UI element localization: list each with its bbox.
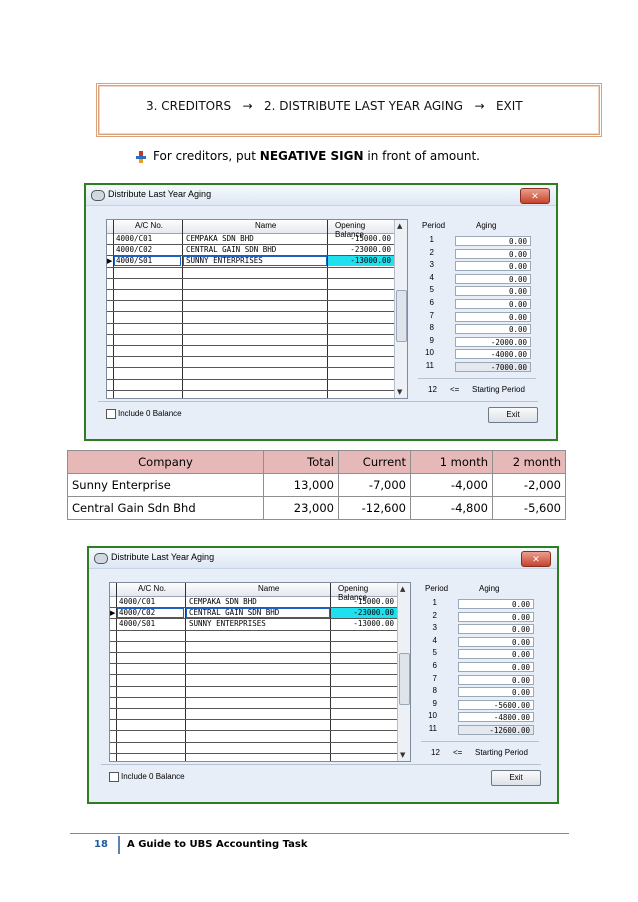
cell-name[interactable]: SUNNY ENTERPRISES <box>189 619 266 629</box>
period-number: 5 <box>429 285 434 295</box>
distribute-aging-window <box>86 185 556 439</box>
grid-row-line <box>110 652 398 653</box>
header-opening-balance: Opening Balance <box>338 584 369 602</box>
period-number: 4 <box>429 272 434 282</box>
cell-ac-no[interactable]: 4000/C01 <box>116 234 153 243</box>
note-text-end: in front of amount. <box>363 149 480 163</box>
cell-name[interactable]: CEMPAKA SDN BHD <box>186 234 254 243</box>
grid-row-line <box>107 278 395 279</box>
grid-row-line <box>107 390 395 391</box>
bullet-icon <box>136 151 146 163</box>
cell-2-month: -2,000 <box>493 474 566 497</box>
banner-exit: EXIT <box>495 99 523 113</box>
cell-ac-no[interactable]: 4000/S01 <box>116 256 153 266</box>
cell-name[interactable]: CEMPAKA SDN BHD <box>189 597 257 606</box>
grid-row-line <box>107 345 395 346</box>
period-number: 4 <box>432 635 437 645</box>
note-text: For creditors, put <box>153 149 260 163</box>
period-number: 1 <box>432 598 437 607</box>
close-button[interactable]: ✕ <box>521 551 551 567</box>
row-pointer-icon: ▶ <box>110 609 116 618</box>
period-number: 8 <box>429 323 434 333</box>
grid-column-line <box>182 220 183 398</box>
account-grid[interactable] <box>106 219 408 399</box>
starting-period-label: Starting Period <box>475 748 528 757</box>
grid-row-line <box>110 630 398 631</box>
cell-current: -7,000 <box>339 474 411 497</box>
starting-period-arrow: <= <box>453 748 463 757</box>
aging-input[interactable]: -7000.00 <box>455 362 531 372</box>
scroll-down-icon[interactable]: ▼ <box>397 388 403 396</box>
table-row <box>68 497 566 520</box>
scroll-down-icon[interactable]: ▼ <box>400 751 406 759</box>
grid-row-line <box>110 708 398 709</box>
table-header-row <box>68 451 566 474</box>
creditor-note <box>153 149 480 163</box>
cell-opening-balance[interactable]: -15000.00 <box>353 597 394 606</box>
cell-ac-no[interactable]: 4000/S01 <box>119 619 156 629</box>
row-pointer-icon: ▶ <box>107 257 113 266</box>
arrow-icon: → <box>242 99 253 113</box>
starting-period-number: 12 <box>431 748 440 757</box>
window-titlebar <box>89 548 557 569</box>
arrow-icon: → <box>474 99 485 113</box>
app-icon <box>94 553 108 564</box>
close-button[interactable]: ✕ <box>520 188 550 204</box>
period-number: 7 <box>432 673 437 683</box>
grid-scrollbar[interactable] <box>394 220 407 398</box>
period-number: 6 <box>429 298 434 307</box>
scroll-up-icon[interactable]: ▲ <box>400 585 406 593</box>
scroll-thumb[interactable] <box>399 653 410 705</box>
grid-row-line <box>110 686 398 687</box>
period-number: 11 <box>425 361 434 370</box>
cell-ac-no[interactable]: 4000/C01 <box>119 597 156 606</box>
grid-row-line <box>107 267 395 268</box>
period-header: Period <box>422 221 446 230</box>
aging-input[interactable]: -4800.00 <box>458 712 534 722</box>
aging-input[interactable]: 0.00 <box>455 249 531 259</box>
header-name: Name <box>255 221 277 230</box>
account-grid[interactable] <box>109 582 411 762</box>
cell-name[interactable]: CENTRAL GAIN SDN BHD <box>189 608 280 618</box>
col-2-month: 2 month <box>493 451 566 474</box>
cell-1-month: -4,800 <box>411 497 493 520</box>
window-title: Distribute Last Year Aging <box>111 552 215 562</box>
aging-input[interactable]: 0.00 <box>455 261 531 271</box>
page-number: 18 <box>94 839 108 850</box>
header-name: Name <box>258 584 280 593</box>
include-zero-balance-checkbox[interactable] <box>109 772 119 782</box>
grid-row-line <box>107 311 395 312</box>
cell-name[interactable]: SUNNY ENTERPRISES <box>186 256 263 266</box>
cell-1-month: -4,000 <box>411 474 493 497</box>
grid-row-line <box>107 323 395 324</box>
aging-window-screenshot-1 <box>84 183 558 441</box>
exit-button[interactable]: Exit <box>491 770 541 786</box>
aging-input[interactable]: 0.00 <box>455 312 531 322</box>
cell-ac-no[interactable]: 4000/C02 <box>116 245 153 255</box>
aging-input[interactable]: 0.00 <box>458 662 534 672</box>
aging-input[interactable]: -2000.00 <box>455 337 531 347</box>
period-header: Period <box>425 584 449 593</box>
cell-total: 23,000 <box>264 497 339 520</box>
panel-separator <box>418 378 536 379</box>
grid-row-line <box>110 753 398 754</box>
cell-current: -12,600 <box>339 497 411 520</box>
period-number: 9 <box>432 698 437 708</box>
aging-input[interactable]: 0.00 <box>458 612 534 622</box>
app-icon <box>91 190 105 201</box>
period-number: 6 <box>432 661 437 670</box>
cell-opening-balance[interactable]: -13000.00 <box>350 256 391 266</box>
aging-input[interactable]: 0.00 <box>455 236 531 246</box>
grid-row-line <box>110 641 398 642</box>
aging-input[interactable]: 0.00 <box>458 649 534 659</box>
aging-input[interactable]: -4000.00 <box>455 349 531 359</box>
note-emphasis: NEGATIVE SIGN <box>259 149 364 163</box>
window-titlebar <box>86 185 556 206</box>
banner-path <box>146 99 523 113</box>
aging-input[interactable]: 0.00 <box>458 687 534 697</box>
scroll-thumb[interactable] <box>396 290 407 342</box>
cell-opening-balance[interactable]: -23000.00 <box>353 608 394 618</box>
period-number: 7 <box>429 310 434 320</box>
grid-row-line <box>110 697 398 698</box>
footer-title: A Guide to UBS Accounting Task <box>127 839 308 850</box>
include-zero-balance-checkbox[interactable] <box>106 409 116 419</box>
aging-header: Aging <box>479 584 500 593</box>
aging-input[interactable]: 0.00 <box>455 274 531 284</box>
period-number: 8 <box>432 686 437 696</box>
grid-row-line <box>107 379 395 380</box>
period-number: 2 <box>429 247 434 257</box>
period-number: 11 <box>428 724 437 733</box>
bottom-separator <box>101 764 541 765</box>
header-ac-no: A/C No. <box>138 584 167 593</box>
period-number: 9 <box>429 335 434 345</box>
aging-table <box>67 450 566 520</box>
grid-row-line <box>107 289 395 290</box>
starting-period-number: 12 <box>428 385 437 394</box>
col-total: Total <box>264 451 339 474</box>
grid-row-line <box>107 300 395 301</box>
period-number: 1 <box>429 235 434 244</box>
aging-input[interactable]: 0.00 <box>458 675 534 685</box>
header-opening-balance: Opening Balance <box>335 221 366 239</box>
aging-window-screenshot-2 <box>87 546 559 804</box>
panel-separator <box>421 741 539 742</box>
col-current: Current <box>339 451 411 474</box>
grid-column-line <box>327 220 328 398</box>
aging-input[interactable]: 0.00 <box>455 286 531 296</box>
grid-row-line <box>110 674 398 675</box>
col-1-month: 1 month <box>411 451 493 474</box>
aging-input[interactable]: 0.00 <box>455 299 531 309</box>
period-number: 2 <box>432 610 437 620</box>
period-number: 3 <box>432 623 437 633</box>
banner-step: 3. CREDITORS <box>146 99 232 113</box>
aging-header: Aging <box>476 221 497 230</box>
scroll-up-icon[interactable]: ▲ <box>397 222 403 230</box>
grid-column-line <box>113 220 114 398</box>
cell-opening-balance[interactable]: -23000.00 <box>350 245 391 255</box>
col-company: Company <box>68 451 264 474</box>
grid-row-line <box>107 367 395 368</box>
grid-row-line <box>110 730 398 731</box>
include-zero-balance-label: Include 0 Balance <box>118 409 182 418</box>
period-number: 10 <box>428 711 437 721</box>
table-row <box>68 474 566 497</box>
grid-row-line <box>110 719 398 720</box>
aging-input[interactable]: 0.00 <box>458 624 534 634</box>
window-title: Distribute Last Year Aging <box>108 189 212 199</box>
period-number: 3 <box>429 260 434 270</box>
cell-name[interactable]: CENTRAL GAIN SDN BHD <box>186 245 277 255</box>
starting-period-label: Starting Period <box>472 385 525 394</box>
aging-input[interactable]: 0.00 <box>458 637 534 647</box>
include-zero-balance-label: Include 0 Balance <box>121 772 185 781</box>
cell-ac-no[interactable]: 4000/C02 <box>119 608 156 618</box>
grid-row-line <box>107 356 395 357</box>
footer-divider <box>118 836 120 854</box>
grid-row-line <box>107 334 395 335</box>
cell-2-month: -5,600 <box>493 497 566 520</box>
aging-input[interactable]: 0.00 <box>455 324 531 334</box>
grid-scrollbar[interactable] <box>397 583 410 761</box>
aging-input[interactable]: -5600.00 <box>458 700 534 710</box>
exit-button[interactable]: Exit <box>488 407 538 423</box>
cell-total: 13,000 <box>264 474 339 497</box>
footer-rule <box>70 833 569 834</box>
cell-opening-balance[interactable]: -15000.00 <box>350 234 391 243</box>
aging-input[interactable]: -12600.00 <box>458 725 534 735</box>
grid-row-line <box>110 663 398 664</box>
cell-company: Sunny Enterprise <box>68 474 264 497</box>
header-ac-no: A/C No. <box>135 221 164 230</box>
banner-step2: 2. DISTRIBUTE LAST YEAR AGING <box>264 99 463 113</box>
distribute-aging-window <box>89 548 557 802</box>
bottom-separator <box>98 401 538 402</box>
aging-input[interactable]: 0.00 <box>458 599 534 609</box>
period-number: 10 <box>425 348 434 358</box>
grid-row-line <box>110 742 398 743</box>
cell-company: Central Gain Sdn Bhd <box>68 497 264 520</box>
cell-opening-balance[interactable]: -13000.00 <box>353 619 394 629</box>
period-number: 5 <box>432 648 437 658</box>
starting-period-arrow: <= <box>450 385 460 394</box>
